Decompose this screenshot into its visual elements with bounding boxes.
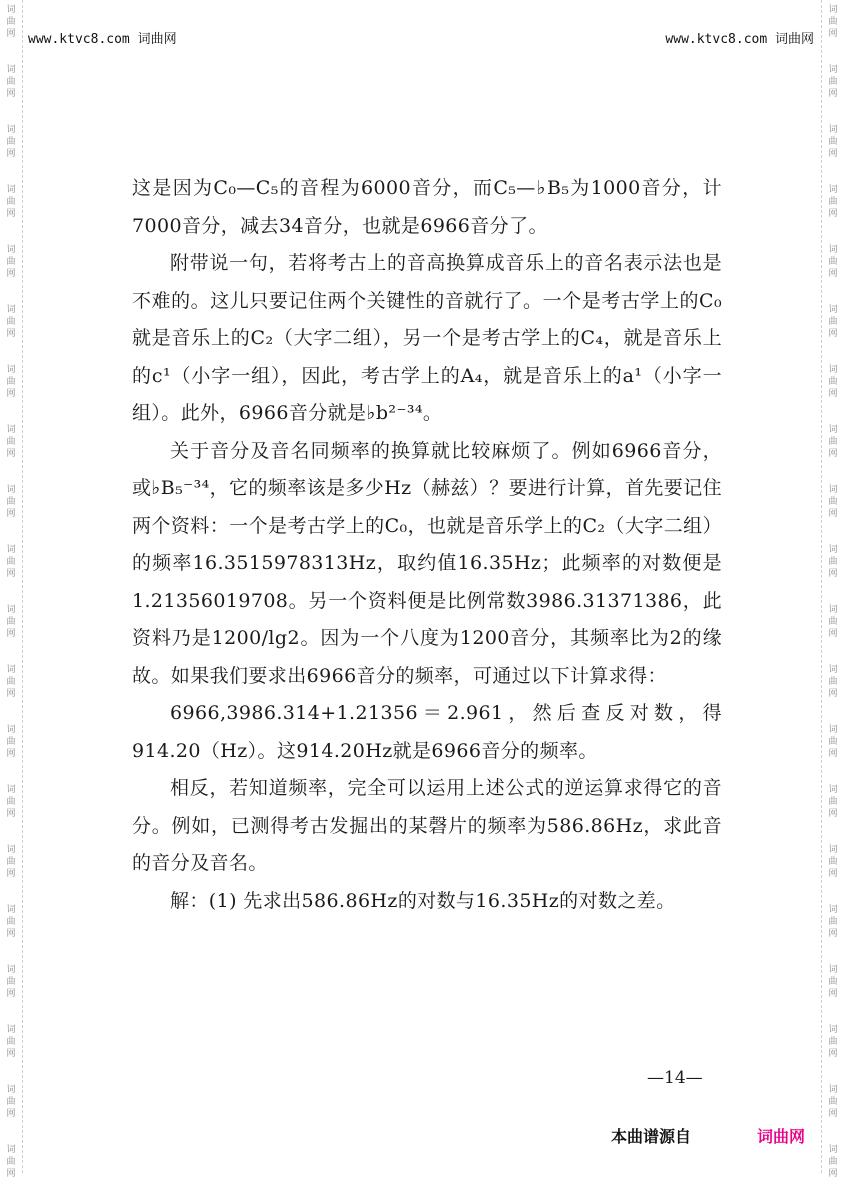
watermark-mark: 词 曲 网: [6, 245, 16, 279]
watermark-mark: 词 曲 网: [828, 1085, 838, 1119]
watermark-mark: 词 曲 网: [6, 665, 16, 699]
watermark-mark: 词 曲 网: [6, 725, 16, 759]
watermark-mark: 词 曲 网: [828, 5, 838, 39]
watermark-mark: 词 曲 网: [6, 965, 16, 999]
watermark-mark: 词 曲 网: [828, 605, 838, 639]
watermark-mark: 词 曲 网: [6, 605, 16, 639]
watermark-mark: 词 曲 网: [828, 545, 838, 579]
watermark-mark: 词 曲 网: [6, 485, 16, 519]
watermark-mark: 词 曲 网: [828, 665, 838, 699]
right-margin-watermark: [821, 0, 844, 1179]
watermark-mark: 词 曲 网: [828, 245, 838, 279]
header-site-left[interactable]: www.ktvc8.com 词曲网: [28, 32, 177, 47]
source-site-link[interactable]: 词曲网: [757, 1127, 806, 1146]
watermark-mark: 词 曲 网: [6, 1025, 16, 1059]
watermark-mark: 词 曲 网: [828, 785, 838, 819]
watermark-mark: 词 曲 网: [6, 905, 16, 939]
watermark-mark: 词 曲 网: [828, 365, 838, 399]
watermark-mark: 词 曲 网: [828, 725, 838, 759]
watermark-mark: 词 曲 网: [6, 125, 16, 159]
source-label: 本曲谱源自: [611, 1127, 692, 1146]
page-body: [132, 170, 722, 920]
watermark-mark: 词 曲 网: [828, 845, 838, 879]
watermark-mark: 词 曲 网: [6, 5, 16, 39]
watermark-mark: 词 曲 网: [6, 785, 16, 819]
watermark-mark: 词 曲 网: [828, 1145, 838, 1179]
watermark-mark: 词 曲 网: [6, 1085, 16, 1119]
watermark-mark: 词 曲 网: [828, 65, 838, 99]
page-number: —14—: [647, 1068, 703, 1088]
watermark-mark: 词 曲 网: [828, 485, 838, 519]
watermark-mark: 词 曲 网: [6, 1145, 16, 1179]
watermark-mark: 词 曲 网: [828, 185, 838, 219]
watermark-mark: 词 曲 网: [828, 125, 838, 159]
watermark-mark: 词 曲 网: [6, 185, 16, 219]
watermark-mark: 词 曲 网: [828, 965, 838, 999]
watermark-mark: 词 曲 网: [828, 425, 838, 459]
paragraph-1: 这是因为C₀—C₅的音程为6000音分，而C₅—♭B₅为1000音分，计7000音分，减去34音分，也就是6966音分了。: [132, 177, 722, 237]
paragraph-4-formula: 6966,3986.314+1.21356＝2.961，然后查反对数，得914.20（Hz）。这914.20Hz就是6966音分的频率。: [132, 702, 722, 762]
watermark-mark: 词 曲 网: [6, 365, 16, 399]
watermark-mark: 词 曲 网: [6, 545, 16, 579]
paragraph-5: 相反，若知道频率，完全可以运用上述公式的逆运算求得它的音分。例如，已测得考古发掘出的某磬片的频率为586.86Hz，求此音的音分及音名。: [132, 777, 722, 874]
watermark-mark: 词 曲 网: [828, 905, 838, 939]
watermark-mark: 词 曲 网: [828, 1025, 838, 1059]
watermark-mark: 词 曲 网: [6, 845, 16, 879]
left-margin-watermark: [0, 0, 23, 1179]
paragraph-6-solution: 解：(1) 先求出586.86Hz的对数与16.35Hz的对数之差。: [170, 889, 676, 912]
paragraph-2: 附带说一句，若将考古上的音高换算成音乐上的音名表示法也是不难的。这儿只要记住两个关键性的音就行了。一个是考古学上的C₀就是音乐上的C₂（大字二组），另一个是考古学上的C₄，就是音乐上的c¹（小字一组），因此，考古学上的A₄，就是音乐上的a¹（小字一组）。此外，6966音分就是♭b²⁻³⁴。: [132, 252, 722, 424]
watermark-mark: 词 曲 网: [6, 65, 16, 99]
watermark-mark: 词 曲 网: [6, 305, 16, 339]
watermark-mark: 词 曲 网: [6, 425, 16, 459]
header-site-right[interactable]: www.ktvc8.com 词曲网: [665, 32, 814, 47]
paragraph-3: 关于音分及音名同频率的换算就比较麻烦了。例如6966音分，或♭B₅⁻³⁴，它的频率该是多少Hz（赫兹）？要进行计算，首先要记住两个资料：一个是考古学上的C₀，也就是音乐学上的C₂（大字二组）的频率16.3515978313Hz，取约值16.35Hz；此频率的对数便是1.21356019708。另一个资料便是比例常数3986.31371386，此资料乃是1200/lg2。因为一个八度为1200音分，其频率比为2的缘故。如果我们要求出6966音分的频率，可通过以下计算求得：: [132, 439, 722, 687]
watermark-mark: 词 曲 网: [828, 305, 838, 339]
